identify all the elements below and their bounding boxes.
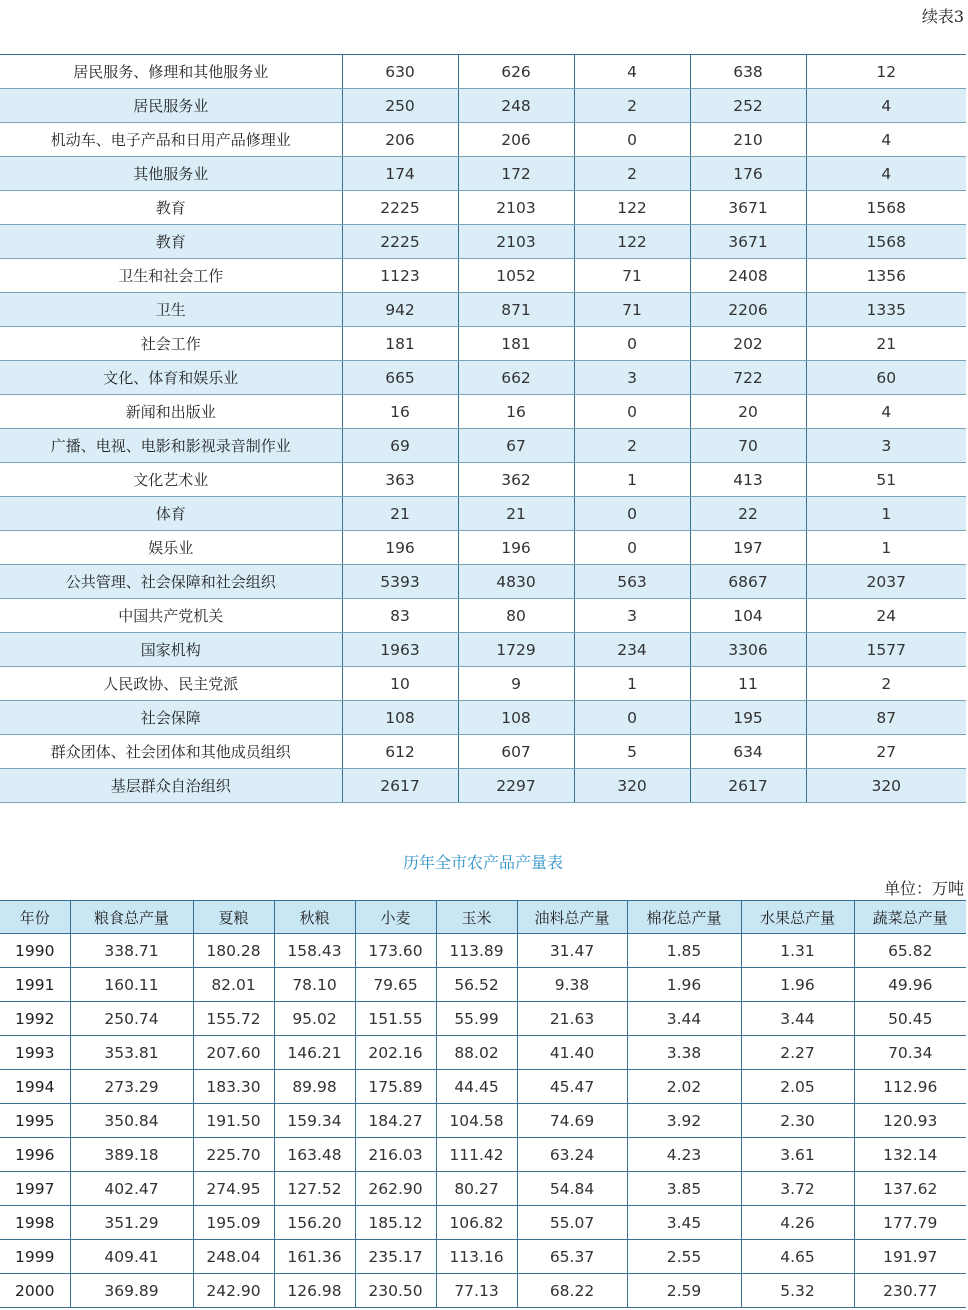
table-cell: 1.31 [741, 934, 854, 968]
table-cell: 74.69 [517, 1104, 627, 1138]
table-cell: 0 [574, 395, 690, 429]
table-row [0, 599, 966, 633]
table-cell: 49.96 [854, 968, 966, 1002]
table-cell: 184.27 [355, 1104, 436, 1138]
year-cell: 1991 [0, 968, 70, 1002]
table-cell: 51 [806, 463, 966, 497]
table-cell: 1335 [806, 293, 966, 327]
table-cell: 5.32 [741, 1274, 854, 1308]
table-cell: 89.98 [274, 1070, 355, 1104]
continuation-label: 续表3 [921, 7, 964, 26]
table-cell: 191.50 [193, 1104, 274, 1138]
table-cell: 174 [342, 157, 458, 191]
table-cell: 338.71 [70, 934, 193, 968]
table-cell: 3 [574, 599, 690, 633]
table-cell: 351.29 [70, 1206, 193, 1240]
table-cell: 4 [806, 89, 966, 123]
row-label: 基层群众自治组织 [0, 769, 342, 803]
table-cell: 80 [458, 599, 574, 633]
table-cell: 82.01 [193, 968, 274, 1002]
table-cell: 2.59 [627, 1274, 741, 1308]
table-cell: 206 [342, 123, 458, 157]
table-cell: 56.52 [436, 968, 517, 1002]
table-cell: 252 [690, 89, 806, 123]
table-cell: 111.42 [436, 1138, 517, 1172]
table-cell: 3 [806, 429, 966, 463]
table-cell: 9.38 [517, 968, 627, 1002]
table-cell: 60 [806, 361, 966, 395]
table-row [0, 968, 966, 1002]
table-cell: 2617 [342, 769, 458, 803]
table-row [0, 735, 966, 769]
year-cell: 1997 [0, 1172, 70, 1206]
table-cell: 173.60 [355, 934, 436, 968]
table-cell: 22 [690, 497, 806, 531]
table-cell: 202.16 [355, 1036, 436, 1070]
table-cell: 3.44 [627, 1002, 741, 1036]
table-row [0, 565, 966, 599]
table-cell: 242.90 [193, 1274, 274, 1308]
table-row [0, 1172, 966, 1206]
table-cell: 21 [342, 497, 458, 531]
table-cell: 1568 [806, 191, 966, 225]
table-cell: 2103 [458, 191, 574, 225]
table-cell: 108 [342, 701, 458, 735]
table-cell: 3671 [690, 225, 806, 259]
table-cell: 402.47 [70, 1172, 193, 1206]
table-row [0, 89, 966, 123]
table-row [0, 1138, 966, 1172]
table-cell: 20 [690, 395, 806, 429]
table-cell: 181 [458, 327, 574, 361]
table-cell: 1 [806, 531, 966, 565]
table-cell: 122 [574, 191, 690, 225]
row-label: 体育 [0, 497, 342, 531]
table-cell: 630 [342, 55, 458, 89]
table-cell: 413 [690, 463, 806, 497]
table-row [0, 667, 966, 701]
table-cell: 191.97 [854, 1240, 966, 1274]
table-cell: 0 [574, 531, 690, 565]
table-cell: 5393 [342, 565, 458, 599]
row-label: 居民服务、修理和其他服务业 [0, 55, 342, 89]
column-header: 油料总产量 [517, 901, 627, 934]
table-cell: 12 [806, 55, 966, 89]
table-cell: 146.21 [274, 1036, 355, 1070]
year-cell: 1994 [0, 1070, 70, 1104]
table-cell: 612 [342, 735, 458, 769]
table-row [0, 1104, 966, 1138]
table-cell: 634 [690, 735, 806, 769]
table-row [0, 1206, 966, 1240]
table-cell: 202 [690, 327, 806, 361]
table-cell: 2037 [806, 565, 966, 599]
table-cell: 1729 [458, 633, 574, 667]
table-cell: 3 [574, 361, 690, 395]
table-cell: 350.84 [70, 1104, 193, 1138]
table-cell: 638 [690, 55, 806, 89]
row-label: 娱乐业 [0, 531, 342, 565]
table-cell: 1577 [806, 633, 966, 667]
year-cell: 1990 [0, 934, 70, 968]
table-cell: 3306 [690, 633, 806, 667]
table-cell: 5 [574, 735, 690, 769]
table-cell: 113.16 [436, 1240, 517, 1274]
table-cell: 65.82 [854, 934, 966, 968]
table-cell: 63.24 [517, 1138, 627, 1172]
year-cell: 1992 [0, 1002, 70, 1036]
table-cell: 68.22 [517, 1274, 627, 1308]
table-cell: 45.47 [517, 1070, 627, 1104]
table-cell: 78.10 [274, 968, 355, 1002]
table-row [0, 1274, 966, 1308]
table-cell: 65.37 [517, 1240, 627, 1274]
table-row [0, 497, 966, 531]
table-cell: 80.27 [436, 1172, 517, 1206]
table-row [0, 1002, 966, 1036]
table-cell: 722 [690, 361, 806, 395]
table-cell: 9 [458, 667, 574, 701]
table-cell: 54.84 [517, 1172, 627, 1206]
table-cell: 2 [574, 157, 690, 191]
table-cell: 4.65 [741, 1240, 854, 1274]
row-label: 卫生和社会工作 [0, 259, 342, 293]
row-label: 公共管理、社会保障和社会组织 [0, 565, 342, 599]
table-cell: 151.55 [355, 1002, 436, 1036]
table-cell: 44.45 [436, 1070, 517, 1104]
row-label: 文化、体育和娱乐业 [0, 361, 342, 395]
table-cell: 274.95 [193, 1172, 274, 1206]
table-cell: 176 [690, 157, 806, 191]
table-row [0, 259, 966, 293]
table-cell: 2297 [458, 769, 574, 803]
row-label: 社会保障 [0, 701, 342, 735]
table-cell: 177.79 [854, 1206, 966, 1240]
table-cell: 113.89 [436, 934, 517, 968]
table-cell: 3.44 [741, 1002, 854, 1036]
table-cell: 21.63 [517, 1002, 627, 1036]
column-header: 水果总产量 [741, 901, 854, 934]
table-cell: 216.03 [355, 1138, 436, 1172]
table-cell: 273.29 [70, 1070, 193, 1104]
table-cell: 172 [458, 157, 574, 191]
table-cell: 196 [342, 531, 458, 565]
column-header: 年份 [0, 901, 70, 934]
table-cell: 3.92 [627, 1104, 741, 1138]
table-cell: 160.11 [70, 968, 193, 1002]
table-cell: 70 [690, 429, 806, 463]
table-cell: 16 [342, 395, 458, 429]
year-cell: 1998 [0, 1206, 70, 1240]
table-row [0, 429, 966, 463]
table-cell: 1052 [458, 259, 574, 293]
table-cell: 4830 [458, 565, 574, 599]
table-cell: 0 [574, 327, 690, 361]
table-row [0, 123, 966, 157]
table-cell: 180.28 [193, 934, 274, 968]
row-label: 国家机构 [0, 633, 342, 667]
table-row [0, 395, 966, 429]
table-row [0, 293, 966, 327]
table-cell: 230.77 [854, 1274, 966, 1308]
table-row [0, 361, 966, 395]
table-cell: 942 [342, 293, 458, 327]
table-cell: 2225 [342, 191, 458, 225]
year-cell: 1995 [0, 1104, 70, 1138]
table-row [0, 55, 966, 89]
table-row [0, 531, 966, 565]
table-cell: 79.65 [355, 968, 436, 1002]
table-cell: 95.02 [274, 1002, 355, 1036]
table-cell: 27 [806, 735, 966, 769]
row-label: 新闻和出版业 [0, 395, 342, 429]
table-cell: 250 [342, 89, 458, 123]
table-cell: 77.13 [436, 1274, 517, 1308]
table-cell: 31.47 [517, 934, 627, 968]
table-cell: 183.30 [193, 1070, 274, 1104]
table-row [0, 701, 966, 735]
table-cell: 0 [574, 497, 690, 531]
table-cell: 320 [574, 769, 690, 803]
column-header: 棉花总产量 [627, 901, 741, 934]
table-cell: 87 [806, 701, 966, 735]
agri-output-table [0, 900, 966, 1308]
table-cell: 6867 [690, 565, 806, 599]
table-cell: 126.98 [274, 1274, 355, 1308]
column-header: 粮食总产量 [70, 901, 193, 934]
table-cell: 1.96 [627, 968, 741, 1002]
year-cell: 1993 [0, 1036, 70, 1070]
row-label: 文化艺术业 [0, 463, 342, 497]
table-cell: 665 [342, 361, 458, 395]
table-row [0, 934, 966, 968]
table-cell: 21 [806, 327, 966, 361]
table-cell: 175.89 [355, 1070, 436, 1104]
table-row [0, 1036, 966, 1070]
year-cell: 2000 [0, 1274, 70, 1308]
table-cell: 158.43 [274, 934, 355, 968]
row-label: 教育 [0, 225, 342, 259]
table-cell: 3.72 [741, 1172, 854, 1206]
table-cell: 122 [574, 225, 690, 259]
table-cell: 4.26 [741, 1206, 854, 1240]
table-cell: 137.62 [854, 1172, 966, 1206]
table-cell: 1 [806, 497, 966, 531]
table-cell: 112.96 [854, 1070, 966, 1104]
table-cell: 353.81 [70, 1036, 193, 1070]
table-cell: 185.12 [355, 1206, 436, 1240]
table-cell: 1356 [806, 259, 966, 293]
row-label: 机动车、电子产品和日用产品修理业 [0, 123, 342, 157]
row-label: 广播、电视、电影和影视录音制作业 [0, 429, 342, 463]
year-cell: 1996 [0, 1138, 70, 1172]
table-cell: 3.61 [741, 1138, 854, 1172]
table-cell: 69 [342, 429, 458, 463]
table-cell: 607 [458, 735, 574, 769]
table-cell: 234 [574, 633, 690, 667]
column-header: 小麦 [355, 901, 436, 934]
table-cell: 132.14 [854, 1138, 966, 1172]
table-cell: 2103 [458, 225, 574, 259]
table-cell: 11 [690, 667, 806, 701]
table-cell: 71 [574, 293, 690, 327]
table-cell: 2.55 [627, 1240, 741, 1274]
table-cell: 2 [574, 89, 690, 123]
table-cell: 1963 [342, 633, 458, 667]
table-cell: 2408 [690, 259, 806, 293]
table-cell: 88.02 [436, 1036, 517, 1070]
table-cell: 104 [690, 599, 806, 633]
table-cell: 389.18 [70, 1138, 193, 1172]
table-cell: 871 [458, 293, 574, 327]
table-cell: 3.38 [627, 1036, 741, 1070]
row-label: 其他服务业 [0, 157, 342, 191]
table-cell: 369.89 [70, 1274, 193, 1308]
table-cell: 1 [574, 667, 690, 701]
table-cell: 2.02 [627, 1070, 741, 1104]
year-cell: 1999 [0, 1240, 70, 1274]
table-cell: 2.30 [741, 1104, 854, 1138]
table-cell: 1.85 [627, 934, 741, 968]
table-cell: 67 [458, 429, 574, 463]
table-cell: 1 [574, 463, 690, 497]
table-cell: 0 [574, 701, 690, 735]
table-cell: 2.05 [741, 1070, 854, 1104]
table-cell: 104.58 [436, 1104, 517, 1138]
table-cell: 55.07 [517, 1206, 627, 1240]
table-row [0, 1070, 966, 1104]
table-cell: 362 [458, 463, 574, 497]
table-row [0, 225, 966, 259]
table-cell: 1123 [342, 259, 458, 293]
table-cell: 21 [458, 497, 574, 531]
table-row [0, 1240, 966, 1274]
table-cell: 206 [458, 123, 574, 157]
table-cell: 626 [458, 55, 574, 89]
row-label: 社会工作 [0, 327, 342, 361]
table-cell: 2 [806, 667, 966, 701]
table-cell: 4 [806, 395, 966, 429]
table-cell: 163.48 [274, 1138, 355, 1172]
table-cell: 161.36 [274, 1240, 355, 1274]
table-cell: 230.50 [355, 1274, 436, 1308]
table-cell: 320 [806, 769, 966, 803]
table-title: 历年全市农产品产量表 [402, 853, 563, 872]
table-cell: 248.04 [193, 1240, 274, 1274]
row-label: 人民政协、民主党派 [0, 667, 342, 701]
table-cell: 197 [690, 531, 806, 565]
table-cell: 159.34 [274, 1104, 355, 1138]
table-cell: 235.17 [355, 1240, 436, 1274]
table-cell: 207.60 [193, 1036, 274, 1070]
column-header: 玉米 [436, 901, 517, 934]
table-row [0, 463, 966, 497]
table-cell: 363 [342, 463, 458, 497]
row-label: 居民服务业 [0, 89, 342, 123]
table-cell: 106.82 [436, 1206, 517, 1240]
employment-table [0, 54, 966, 803]
table-cell: 127.52 [274, 1172, 355, 1206]
table-cell: 262.90 [355, 1172, 436, 1206]
table-cell: 4.23 [627, 1138, 741, 1172]
table-cell: 2225 [342, 225, 458, 259]
table-cell: 3.45 [627, 1206, 741, 1240]
row-label: 教育 [0, 191, 342, 225]
table-cell: 2 [574, 429, 690, 463]
table-cell: 250.74 [70, 1002, 193, 1036]
table-cell: 248 [458, 89, 574, 123]
table-cell: 4 [574, 55, 690, 89]
table-cell: 409.41 [70, 1240, 193, 1274]
table-cell: 71 [574, 259, 690, 293]
table-cell: 225.70 [193, 1138, 274, 1172]
table-cell: 563 [574, 565, 690, 599]
table-row [0, 633, 966, 667]
table-row [0, 191, 966, 225]
table-row [0, 769, 966, 803]
table-cell: 4 [806, 123, 966, 157]
table-cell: 70.34 [854, 1036, 966, 1070]
table-cell: 181 [342, 327, 458, 361]
table-cell: 3.85 [627, 1172, 741, 1206]
table-cell: 2617 [690, 769, 806, 803]
table-cell: 1.96 [741, 968, 854, 1002]
column-header: 秋粮 [274, 901, 355, 934]
table-cell: 195.09 [193, 1206, 274, 1240]
table-cell: 210 [690, 123, 806, 157]
table-cell: 0 [574, 123, 690, 157]
table-cell: 2206 [690, 293, 806, 327]
table-cell: 195 [690, 701, 806, 735]
header-row [0, 901, 966, 934]
table-cell: 10 [342, 667, 458, 701]
table-cell: 120.93 [854, 1104, 966, 1138]
table-cell: 55.99 [436, 1002, 517, 1036]
table-cell: 50.45 [854, 1002, 966, 1036]
table-row [0, 157, 966, 191]
table-cell: 2.27 [741, 1036, 854, 1070]
column-header: 蔬菜总产量 [854, 901, 966, 934]
table-cell: 662 [458, 361, 574, 395]
unit-label: 单位：万吨 [883, 879, 964, 898]
table-cell: 196 [458, 531, 574, 565]
table-cell: 156.20 [274, 1206, 355, 1240]
table-cell: 24 [806, 599, 966, 633]
table-cell: 83 [342, 599, 458, 633]
table-cell: 16 [458, 395, 574, 429]
table-cell: 1568 [806, 225, 966, 259]
table-cell: 4 [806, 157, 966, 191]
row-label: 卫生 [0, 293, 342, 327]
row-label: 群众团体、社会团体和其他成员组织 [0, 735, 342, 769]
table-cell: 155.72 [193, 1002, 274, 1036]
column-header: 夏粮 [193, 901, 274, 934]
table-cell: 108 [458, 701, 574, 735]
table-cell: 41.40 [517, 1036, 627, 1070]
row-label: 中国共产党机关 [0, 599, 342, 633]
table-row [0, 327, 966, 361]
table-cell: 3671 [690, 191, 806, 225]
